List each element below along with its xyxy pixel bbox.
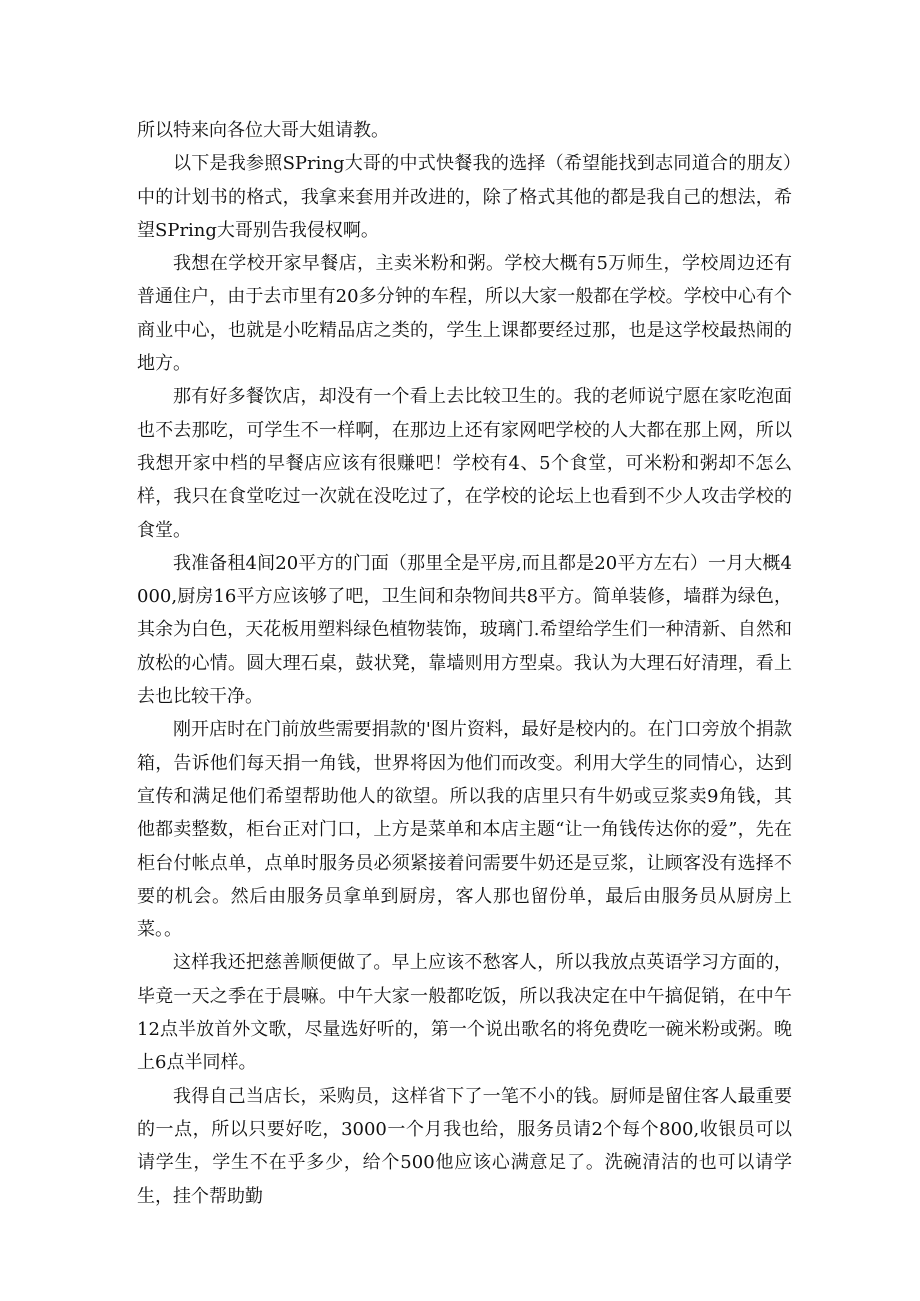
paragraph-charity-marketing: 刚开店时在门前放些需要捐款的'图片资料，最好是校内的。在门口旁放个捐款箱，告诉他们每天捐一角钱，世界将因为他们而改变。利用大学生的同情心，达到宣传和满足他们希望帮助他人的欲望。所以我的店里只有牛奶或豆浆卖9角钱，其他都卖整数，柜台正对门口，上方是菜单和本店主题“让一角钱传达你的爱”，先在柜台付帐点单，点单时服务员必须紧接着问需要牛奶还是豆浆，让顾客没有选择不要的机会。然后由服务员拿单到厨房，客人那也留份单，最后由服务员从厨房上菜。。 <box>137 719 792 941</box>
paragraph-rent-decoration: 我准备租4间20平方的门面（那里全是平房,而且都是20平方左右）一月大概4000,厨房16平方应该够了吧，卫生间和杂物间共8平方。简单装修，墙群为绿色，其余为白色，天花板用塑料绿色植物装饰，玻璃门.希望给学生们一种清新、自然和放松的心情。圆大理石桌，鼓状凳，靠墙则用方型桌。我认为大理石好清理，看上去也比较干净。 <box>137 552 792 708</box>
paragraph-format-reference: 以下是我参照SPring大哥的中式快餐我的选择（希望能找到志同道合的朋友）中的计划书的格式，我拿来套用并改进的，除了格式其他的都是我自己的想法，希望SPring大哥别告我侵权啊。 <box>137 153 792 241</box>
paragraph-competition: 那有好多餐饮店，却没有一个看上去比较卫生的。我的老师说宁愿在家吃泡面也不去那吃，可学生不一样啊，在那边上还有家网吧学校的人大都在那上网，所以我想开家中档的早餐店应该有很赚吧！学校有4、5个食堂，可米粉和粥却不怎么样，我只在食堂吃过一次就在没吃过了，在学校的论坛上也看到不少人攻击学校的食堂。 <box>137 386 792 541</box>
paragraph-staffing: 我得自己当店长，采购员，这样省下了一笔不小的钱。厨师是留住客人最重要的一点，所以只要好吃，3000一个月我也给，服务员请2个每个800,收银员可以请学生，学生不在乎多少，给个500他应该心满意足了。洗碗清洁的也可以请学生，挂个帮助勤 <box>137 1085 792 1207</box>
document-body <box>137 114 792 1213</box>
paragraph-continuation: 所以特来向各位大哥大姐请教。 <box>137 120 389 141</box>
paragraph-shop-location: 我想在学校开家早餐店，主卖米粉和粥。学校大概有5万师生，学校周边还有普通住户，由于去市里有20多分钟的车程，所以大家一般都在学校。学校中心有个商业中心，也就是小吃精品店之类的，学生上课都要经过那，也是这学校最热闹的地方。 <box>137 253 792 375</box>
paragraph-promotions: 这样我还把慈善顺便做了。早上应该不愁客人，所以我放点英语学习方面的，毕竟一天之季在于晨嘛。中午大家一般都吃饭，所以我决定在中午搞促销，在中午12点半放首外文歌，尽量选好听的，第一个说出歌名的将免费吃一碗米粉或粥。晚上6点半同样。 <box>137 952 792 1074</box>
